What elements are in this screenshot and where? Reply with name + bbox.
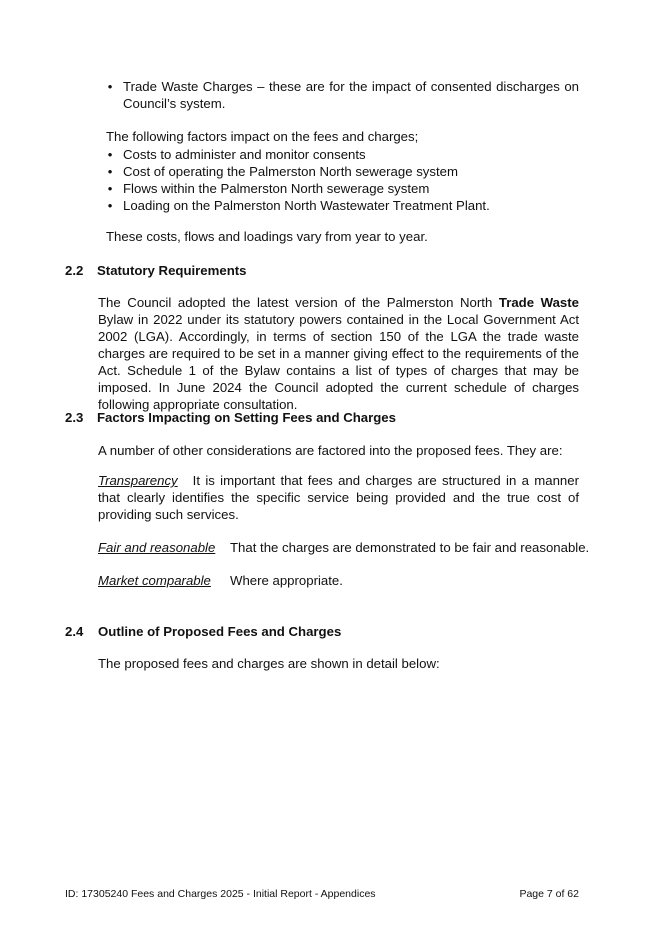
fair-term: Fair and reasonable <box>98 540 216 555</box>
transparency-paragraph <box>98 472 579 523</box>
bullet-marker: • <box>107 164 113 179</box>
bullet-marker: • <box>107 198 113 213</box>
fair-text: That the charges are demonstrated to be fair and reasonable. <box>230 540 590 555</box>
bullet-marker: • <box>107 79 113 94</box>
statutory-text-part1: The Council adopted the latest version of the Palmerston North <box>98 295 499 310</box>
factor-item: Cost of operating the Palmerston North sewerage system <box>123 164 458 179</box>
factors-intro: The following factors impact on the fees and charges; <box>106 129 419 144</box>
section-number: 2.3 <box>65 410 84 425</box>
footer-page-number: Page 7 of 62 <box>519 888 579 900</box>
section-number: 2.2 <box>65 263 84 278</box>
statutory-text-part2: Bylaw in 2022 under its statutory powers contained in the Local Government Act 2002 (LGA). Accordingly, in terms of section 150 of the LGA the trade waste charges are required to be set in a manner giving effect to the requirements of the Act. Schedule 1 of the Bylaw contains a list of types of charges that may be imposed. In June 2024 the Council adopted the current schedule of charges following appropriate consultation. <box>98 312 579 412</box>
factor-item: Costs to administer and monitor consents <box>123 147 366 162</box>
bullet-marker: • <box>107 147 113 162</box>
section-number: 2.4 <box>65 624 84 639</box>
trade-waste-charges-bullet: Trade Waste Charges – these are for the impact of consented discharges on Council’s system. <box>123 79 579 111</box>
section-heading: Statutory Requirements <box>97 263 247 278</box>
section-heading: Factors Impacting on Setting Fees and Charges <box>97 410 396 425</box>
fair-term-wrap <box>98 539 215 556</box>
costs-vary-note: These costs, flows and loadings vary from year to year. <box>106 229 428 244</box>
trade-waste-bold: Trade Waste <box>498 295 579 310</box>
transparency-term: Transparency <box>98 473 178 488</box>
market-term: Market comparable <box>98 573 211 588</box>
bullet-marker: • <box>107 181 113 196</box>
market-text: Where appropriate. <box>230 573 343 588</box>
proposed-fees-text: The proposed fees and charges are shown in detail below: <box>98 656 440 671</box>
transparency-text: It is important that fees and charges are structured in a manner that clearly identifies the specific service being provided and the true cost of providing such services. <box>98 473 579 522</box>
section-heading: Outline of Proposed Fees and Charges <box>98 624 342 639</box>
statutory-paragraph <box>98 294 579 413</box>
market-term-wrap <box>98 572 211 589</box>
footer-document-id: ID: 17305240 Fees and Charges 2025 - Initial Report - Appendices <box>65 888 376 900</box>
factor-item: Loading on the Palmerston North Wastewater Treatment Plant. <box>123 198 490 213</box>
factor-item: Flows within the Palmerston North sewerage system <box>123 181 430 196</box>
considerations-intro: A number of other considerations are factored into the proposed fees. They are: <box>98 443 563 458</box>
